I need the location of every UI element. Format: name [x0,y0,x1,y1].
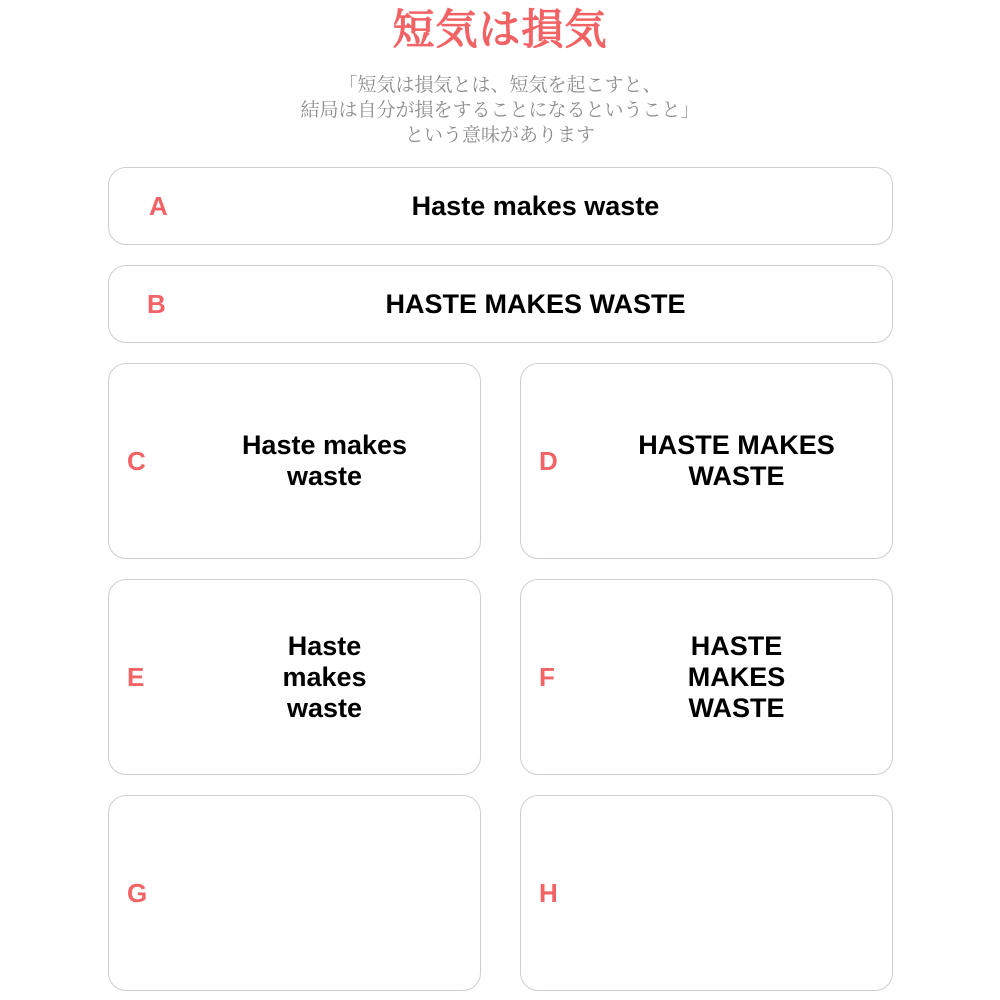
option-text-line: WASTE [688,461,785,491]
option-text-line: WASTE [688,692,785,723]
option-card-d[interactable] [520,363,893,559]
option-letter: A [149,191,168,221]
option-card-c[interactable] [108,363,481,559]
option-text-line: MAKES [687,661,786,692]
option-text-line: HASTE MAKES WASTE [385,288,686,319]
option-letter: B [147,289,166,319]
option-text [581,364,892,558]
description [0,73,1000,148]
option-text-line: HASTE [690,630,783,661]
description-line: という意味があります [404,124,595,146]
option-text-line: HASTE MAKES [638,430,835,460]
description-line: 「短気は損気とは、短気を起こすと、 [338,74,662,96]
option-card-b[interactable] [108,265,893,343]
option-text [581,580,892,774]
option-text-line: Haste makes [241,430,408,460]
option-letter: E [127,662,145,692]
option-text-line: Haste [287,630,362,661]
option-card-g[interactable] [108,795,481,991]
option-letter: H [539,878,558,908]
option-text [169,580,480,774]
option-card-h[interactable] [520,795,893,991]
option-text-line: makes [282,661,367,692]
page-title: 短気は損気 [392,5,608,54]
option-letter: D [539,446,558,476]
option-text-line: waste [286,461,363,491]
option-text-line: waste [286,692,363,723]
option-letter: C [127,446,146,476]
option-text [259,168,812,244]
option-card-f[interactable] [520,579,893,775]
option-text [169,364,480,558]
option-card-a[interactable] [108,167,893,245]
option-text [259,266,812,342]
option-card-e[interactable] [108,579,481,775]
option-letter: G [127,878,148,908]
option-text-line: Haste makes waste [411,190,660,221]
description-line: 結局は自分が損をすることになるということ」 [300,99,700,121]
option-letter: F [539,662,555,692]
